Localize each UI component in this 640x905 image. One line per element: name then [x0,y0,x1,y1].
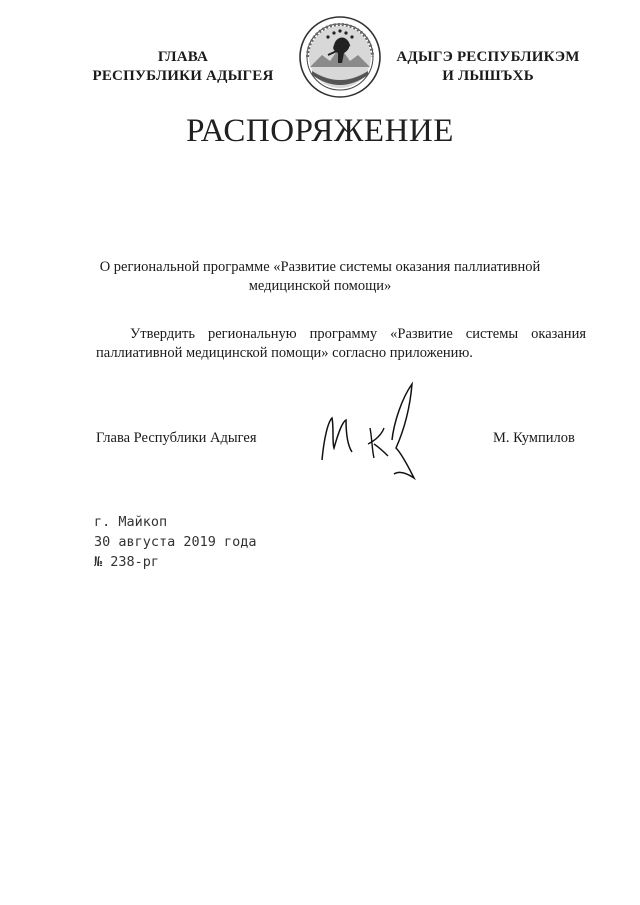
document-meta [94,512,257,572]
header-left [88,48,278,86]
header-left-line1: ГЛАВА [157,49,209,65]
document-subject [90,258,550,296]
header-right-line2: И ЛЫШЪХЬ [442,68,534,84]
signer-name: М. Кумпилов [493,430,575,446]
meta-city: г. Майкоп [94,514,168,530]
signer-title: Глава Республики Адыгея [96,430,257,446]
subject-line2: медицинской помощи» [248,278,392,294]
subject-line1: О региональной программе «Развитие системы оказания паллиативной [99,259,541,275]
meta-date: 30 августа 2019 года [94,534,257,550]
header-left-line2: РЕСПУБЛИКИ АДЫГЕЯ [92,68,274,84]
document-title: РАСПОРЯЖЕНИЕ [186,113,454,149]
meta-number: № 238-рг [94,554,160,570]
coat-of-arms-icon [298,15,382,99]
header-right [388,48,588,86]
document-body: Утвердить региональную программу «Развитие системы оказания паллиативной медицинской помощи» согласно приложению. [96,326,586,361]
header-right-line1: АДЫГЭ РЕСПУБЛИКЭМ [396,49,580,65]
handwritten-signature-icon [310,378,440,496]
